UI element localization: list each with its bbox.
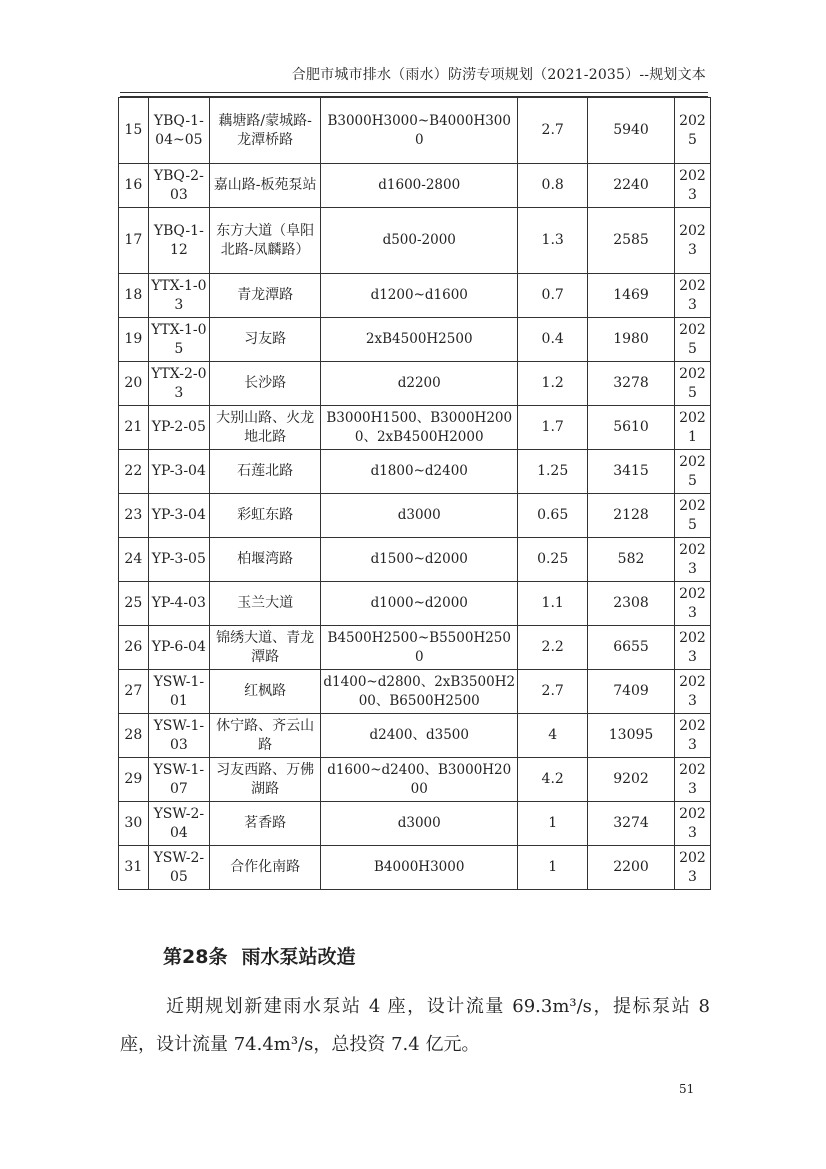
row-investment: 2240 (588, 164, 675, 208)
row-pipe-spec: 2xB4500H2500 (321, 318, 518, 362)
table-body (119, 98, 711, 890)
row-year: 2023 (674, 670, 710, 714)
row-pipe-spec: d1500~d2000 (321, 538, 518, 582)
row-length: 2.2 (518, 626, 588, 670)
row-pipe-spec: B3000H1500、B3000H2000、2xB4500H2000 (321, 406, 518, 450)
row-code: YP-3-04 (148, 494, 209, 538)
row-investment: 3415 (588, 450, 675, 494)
section-heading (163, 942, 355, 969)
row-pipe-spec: d3000 (321, 494, 518, 538)
row-number: 20 (119, 362, 149, 406)
table-row (119, 758, 711, 802)
row-investment: 5610 (588, 406, 675, 450)
row-road-name: 嘉山路-板苑泵站 (210, 164, 321, 208)
row-number: 22 (119, 450, 149, 494)
row-investment: 13095 (588, 714, 675, 758)
row-pipe-spec: d2200 (321, 362, 518, 406)
row-investment: 5940 (588, 98, 675, 164)
section-title: 雨水泵站改造 (241, 946, 356, 968)
table-row (119, 406, 711, 450)
row-number: 31 (119, 846, 149, 890)
row-investment: 3278 (588, 362, 675, 406)
row-length: 1.2 (518, 362, 588, 406)
row-year: 2025 (674, 494, 710, 538)
row-code: YBQ-1-12 (148, 208, 209, 274)
row-number: 25 (119, 582, 149, 626)
row-investment: 2200 (588, 846, 675, 890)
row-number: 28 (119, 714, 149, 758)
row-number: 21 (119, 406, 149, 450)
row-pipe-spec: d3000 (321, 802, 518, 846)
section-paragraph: 近期规划新建雨水泵站 4 座，设计流量 69.3m³/s，提标泵站 8 座，设计流量 74.4m³/s，总投资 7.4 亿元。 (120, 996, 710, 1055)
table-row (119, 846, 711, 890)
row-length: 1.1 (518, 582, 588, 626)
row-code: YTX-1-03 (148, 274, 209, 318)
row-investment: 582 (588, 538, 675, 582)
table-row (119, 670, 711, 714)
row-year: 2021 (674, 406, 710, 450)
row-length: 2.7 (518, 98, 588, 164)
row-investment: 6655 (588, 626, 675, 670)
row-pipe-spec: d1200~d1600 (321, 274, 518, 318)
row-length: 1.25 (518, 450, 588, 494)
row-road-name: 玉兰大道 (210, 582, 321, 626)
row-investment: 2585 (588, 208, 675, 274)
table-row (119, 494, 711, 538)
row-pipe-spec: d2400、d3500 (321, 714, 518, 758)
row-length: 0.4 (518, 318, 588, 362)
row-year: 2023 (674, 274, 710, 318)
row-pipe-spec: d1800~d2400 (321, 450, 518, 494)
row-number: 24 (119, 538, 149, 582)
row-number: 16 (119, 164, 149, 208)
row-pipe-spec: d1400~d2800、2xB3500H200、B6500H2500 (321, 670, 518, 714)
section-number: 第28条 (163, 946, 228, 968)
header-rule (120, 92, 708, 93)
row-year: 2023 (674, 164, 710, 208)
row-road-name: 茗香路 (210, 802, 321, 846)
row-length: 1 (518, 802, 588, 846)
table-row (119, 318, 711, 362)
row-investment: 2308 (588, 582, 675, 626)
row-length: 1 (518, 846, 588, 890)
table-row (119, 98, 711, 164)
row-code: YSW-1-03 (148, 714, 209, 758)
row-code: YSW-1-01 (148, 670, 209, 714)
table-row (119, 626, 711, 670)
row-code: YBQ-1-04~05 (148, 98, 209, 164)
row-length: 0.7 (518, 274, 588, 318)
page-number: 51 (679, 1082, 695, 1096)
table-row (119, 274, 711, 318)
row-length: 0.65 (518, 494, 588, 538)
row-year: 2025 (674, 362, 710, 406)
row-road-name: 红枫路 (210, 670, 321, 714)
table-row (119, 714, 711, 758)
row-code: YSW-2-05 (148, 846, 209, 890)
row-number: 30 (119, 802, 149, 846)
row-road-name: 锦绣大道、青龙潭路 (210, 626, 321, 670)
table-row (119, 538, 711, 582)
row-road-name: 石莲北路 (210, 450, 321, 494)
row-pipe-spec: d1000~d2000 (321, 582, 518, 626)
row-code: YP-3-05 (148, 538, 209, 582)
row-number: 23 (119, 494, 149, 538)
row-code: YTX-2-03 (148, 362, 209, 406)
row-code: YTX-1-05 (148, 318, 209, 362)
row-code: YP-4-03 (148, 582, 209, 626)
row-code: YSW-1-07 (148, 758, 209, 802)
row-number: 17 (119, 208, 149, 274)
row-number: 19 (119, 318, 149, 362)
table-row (119, 164, 711, 208)
row-pipe-spec: d1600-2800 (321, 164, 518, 208)
row-road-name: 青龙潭路 (210, 274, 321, 318)
row-length: 0.8 (518, 164, 588, 208)
table-row (119, 362, 711, 406)
row-number: 15 (119, 98, 149, 164)
row-road-name: 习友路 (210, 318, 321, 362)
row-road-name: 藕塘路/蒙城路-龙潭桥路 (210, 98, 321, 164)
row-year: 2025 (674, 318, 710, 362)
row-year: 2023 (674, 846, 710, 890)
row-road-name: 柏堰湾路 (210, 538, 321, 582)
pipeline-table (118, 97, 711, 890)
row-year: 2025 (674, 98, 710, 164)
row-year: 2023 (674, 538, 710, 582)
row-code: YP-2-05 (148, 406, 209, 450)
row-pipe-spec: B4500H2500~B5500H2500 (321, 626, 518, 670)
row-year: 2023 (674, 626, 710, 670)
row-code: YP-6-04 (148, 626, 209, 670)
row-road-name: 彩虹东路 (210, 494, 321, 538)
row-investment: 9202 (588, 758, 675, 802)
row-length: 4 (518, 714, 588, 758)
row-investment: 1469 (588, 274, 675, 318)
row-number: 26 (119, 626, 149, 670)
row-year: 2023 (674, 802, 710, 846)
row-road-name: 长沙路 (210, 362, 321, 406)
row-number: 18 (119, 274, 149, 318)
table-row (119, 208, 711, 274)
row-code: YBQ-2-03 (148, 164, 209, 208)
row-number: 27 (119, 670, 149, 714)
row-number: 29 (119, 758, 149, 802)
row-year: 2023 (674, 758, 710, 802)
table-row (119, 802, 711, 846)
row-investment: 3274 (588, 802, 675, 846)
row-length: 1.7 (518, 406, 588, 450)
row-pipe-spec: d1600~d2400、B3000H2000 (321, 758, 518, 802)
row-pipe-spec: B3000H3000~B4000H3000 (321, 98, 518, 164)
row-road-name: 东方大道（阜阳北路-凤麟路） (210, 208, 321, 274)
row-length: 2.7 (518, 670, 588, 714)
row-year: 2023 (674, 582, 710, 626)
row-road-name: 习友西路、万佛湖路 (210, 758, 321, 802)
row-pipe-spec: d500-2000 (321, 208, 518, 274)
row-code: YP-3-04 (148, 450, 209, 494)
row-road-name: 休宁路、齐云山路 (210, 714, 321, 758)
table-row (119, 450, 711, 494)
row-road-name: 合作化南路 (210, 846, 321, 890)
row-year: 2023 (674, 714, 710, 758)
row-pipe-spec: B4000H3000 (321, 846, 518, 890)
row-length: 0.25 (518, 538, 588, 582)
row-code: YSW-2-04 (148, 802, 209, 846)
row-length: 1.3 (518, 208, 588, 274)
row-road-name: 大别山路、火龙地北路 (210, 406, 321, 450)
table-row (119, 582, 711, 626)
row-year: 2025 (674, 450, 710, 494)
row-length: 4.2 (518, 758, 588, 802)
row-investment: 7409 (588, 670, 675, 714)
row-year: 2023 (674, 208, 710, 274)
row-investment: 2128 (588, 494, 675, 538)
page-header: 合肥市城市排水（雨水）防涝专项规划（2021-2035）--规划文本 (291, 67, 706, 83)
row-investment: 1980 (588, 318, 675, 362)
